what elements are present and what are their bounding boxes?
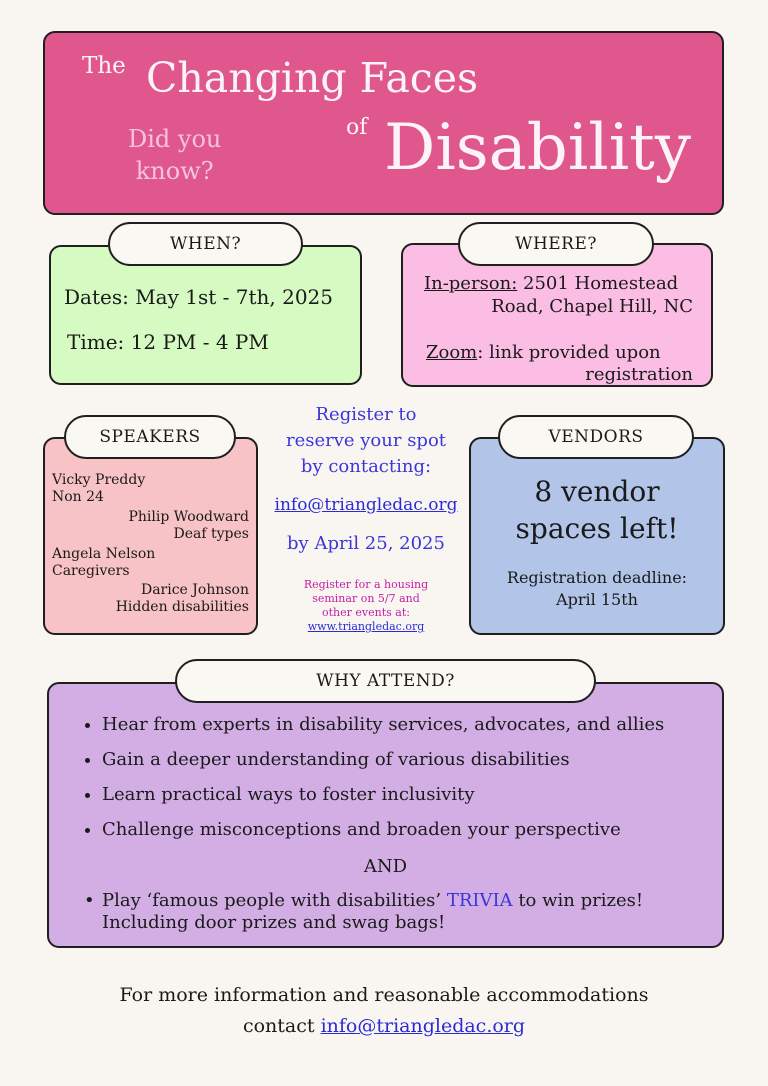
list-item: • Hear from experts in disability services, advocates, and allies — [102, 714, 664, 749]
why-attend-list — [80, 714, 664, 854]
speaker-name: Philip Woodward — [128, 509, 249, 525]
speaker-4 — [116, 582, 249, 616]
housing-seminar-note — [266, 578, 466, 634]
trivia-line2: Including door prizes and swag bags! — [102, 912, 446, 933]
inperson-address-2: Road, Chapel Hill, NC — [491, 296, 693, 317]
list-item: • Challenge misconceptions and broaden your perspective — [102, 819, 664, 854]
event-time: Time: 12 PM - 4 PM — [67, 330, 269, 354]
and-text: AND — [363, 856, 408, 877]
did-you-text: Did you — [128, 125, 222, 153]
seminar-line1: Register for a housing — [303, 578, 429, 591]
zoom-label: Zoom — [426, 342, 478, 363]
vendor-spaces-line2: spaces left! — [515, 512, 679, 545]
trivia-text-1: Play ‘famous people with disabilities’ — [102, 890, 447, 911]
speaker-name: Darice Johnson — [140, 582, 249, 598]
speaker-name: Angela Nelson — [52, 546, 156, 562]
list-item: • Gain a deeper understanding of various disabilities — [102, 749, 664, 784]
vendor-deadline-line1: Registration deadline: — [506, 568, 688, 587]
when-panel — [49, 245, 362, 385]
vendor-spaces — [471, 473, 723, 547]
bullet-dot: • — [84, 890, 95, 911]
seminar-line3: other events at: — [322, 606, 410, 619]
why-attend-label: WHY ATTEND? — [175, 659, 596, 703]
register-deadline: by April 25, 2025 — [287, 533, 445, 554]
zoom-line2: registration — [585, 364, 693, 385]
website-link[interactable]: www.triangledac.org — [307, 620, 425, 633]
register-email-link[interactable]: info@triangledac.org — [274, 495, 458, 515]
did-you-know — [128, 124, 221, 187]
register-line2: reserve your spot — [285, 430, 447, 451]
speaker-3 — [52, 546, 155, 580]
title-changing-faces: Changing Faces — [146, 54, 479, 102]
trivia-item — [84, 890, 643, 934]
speaker-topic: Hidden disabilities — [115, 599, 249, 615]
inperson-line1 — [424, 273, 678, 294]
speaker-topic: Caregivers — [52, 563, 130, 579]
zoom-text: : link provided upon — [477, 342, 661, 363]
trivia-text-2: to win prizes! — [512, 890, 644, 911]
register-line1: Register to — [315, 404, 417, 425]
speaker-1 — [52, 472, 145, 506]
event-dates: Dates: May 1st - 7th, 2025 — [64, 285, 334, 309]
list-item: • Learn practical ways to foster inclusivity — [102, 784, 664, 819]
speaker-name: Vicky Preddy — [52, 472, 146, 488]
inperson-label: In-person: — [424, 273, 518, 294]
vendor-spaces-line1: 8 vendor — [534, 475, 660, 508]
zoom-line1 — [426, 342, 661, 363]
register-instructions — [266, 402, 466, 480]
trivia-word: TRIVIA — [446, 890, 513, 911]
where-label: WHERE? — [458, 222, 654, 266]
when-label: WHEN? — [108, 222, 303, 266]
footer-contact — [0, 1015, 768, 1037]
speaker-topic: Deaf types — [173, 526, 249, 542]
speaker-2 — [128, 509, 249, 543]
know-text: know? — [135, 156, 214, 185]
title-of: of — [346, 115, 368, 140]
seminar-line2: seminar on 5/7 and — [312, 592, 420, 605]
speakers-label: SPEAKERS — [64, 415, 236, 459]
footer-contact-text: contact — [242, 1015, 321, 1037]
footer-info: For more information and reasonable accommodations — [119, 984, 649, 1006]
vendor-deadline — [471, 567, 723, 611]
title-disability: Disability — [384, 111, 692, 185]
title-the: The — [82, 53, 126, 79]
inperson-address-1: 2501 Homestead — [523, 273, 679, 294]
footer-email-link[interactable]: info@triangledac.org — [320, 1015, 526, 1037]
vendors-label: VENDORS — [498, 415, 694, 459]
speaker-topic: Non 24 — [52, 489, 104, 505]
register-line3: by contacting: — [300, 456, 432, 477]
vendor-deadline-line2: April 15th — [556, 590, 638, 609]
